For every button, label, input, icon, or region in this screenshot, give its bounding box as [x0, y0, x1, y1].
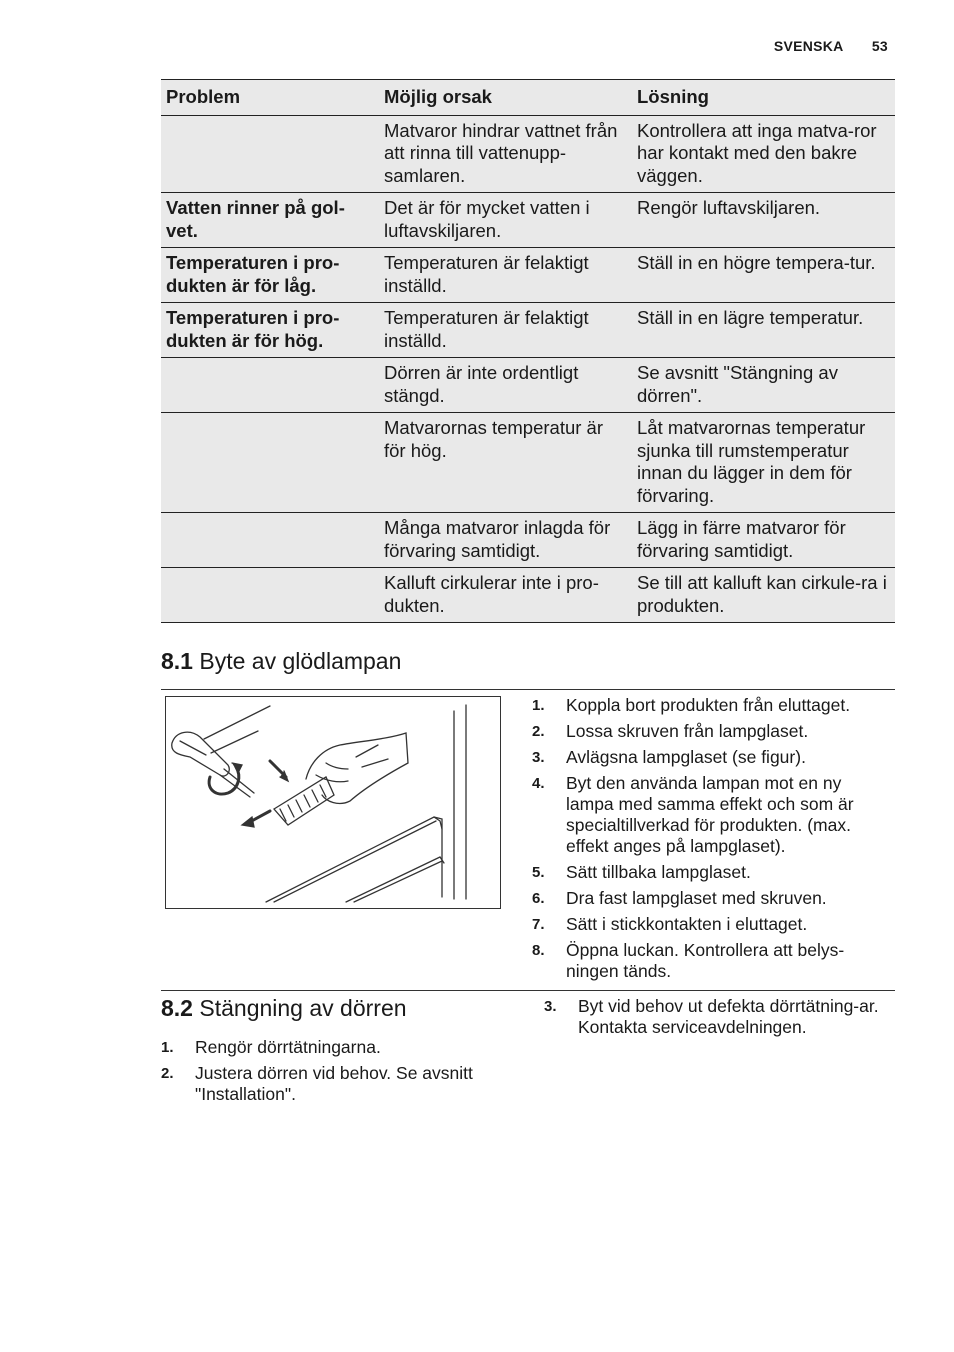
cell-problem — [161, 358, 379, 413]
cell-solution: Se till att kalluft kan cirkule-ra i produkten. — [632, 568, 895, 623]
table-row — [161, 303, 895, 358]
page-number: 53 — [871, 38, 888, 54]
cell-solution: Rengör luftavskiljaren. — [632, 193, 895, 248]
table-row — [161, 115, 895, 193]
section-number: 8.2 — [161, 995, 193, 1021]
door-steps-list-left — [161, 1037, 501, 1110]
list-item: 5. Sätt tillbaka lampglaset. — [532, 862, 751, 882]
column-header-solution: Lösning — [632, 80, 895, 116]
section-title-door — [161, 995, 407, 1022]
cell-cause: Kalluft cirkulerar inte i pro-dukten. — [379, 568, 632, 623]
page-header — [774, 38, 888, 54]
list-item: 2. Justera dörren vid behov. Se avsnitt "Installation". — [161, 1063, 473, 1104]
table-header-row — [161, 80, 895, 116]
section-heading: Byte av glödlampan — [199, 648, 402, 674]
cell-problem — [161, 413, 379, 513]
cell-problem: Temperaturen i pro-dukten är för hög. — [161, 303, 379, 358]
list-item: 4. Byt den använda lampan mot en ny lampa med samma effekt och som är specialtillverkad för produkten. (max. effekt anges på lampglaset). — [532, 773, 854, 856]
section-divider — [161, 689, 895, 690]
cell-cause: Temperaturen är felaktigt inställd. — [379, 248, 632, 303]
troubleshooting-table — [161, 79, 895, 623]
list-item: 1. Koppla bort produkten från eluttaget. — [532, 695, 851, 715]
cell-cause: Det är för mycket vatten i luftavskiljaren. — [379, 193, 632, 248]
table-row — [161, 413, 895, 513]
column-header-problem: Problem — [161, 80, 379, 116]
cell-solution: Ställ in en högre tempera-tur. — [632, 248, 895, 303]
cell-solution: Lägg in färre matvaror för förvaring samtidigt. — [632, 513, 895, 568]
cell-solution: Låt matvarornas temperatur sjunka till rumstemperatur innan du lägger in dem för förvaring. — [632, 413, 895, 513]
list-item: 8. Öppna luckan. Kontrollera att belys-ningen tänds. — [532, 940, 845, 981]
lamp-steps-list — [532, 695, 882, 987]
cell-solution: Ställ in en lägre temperatur. — [632, 303, 895, 358]
section-title-lamp — [161, 648, 401, 675]
cell-cause: Många matvaror inlagda för förvaring samtidigt. — [379, 513, 632, 568]
cell-solution: Se avsnitt "Stängning av dörren". — [632, 358, 895, 413]
lamp-replacement-drawing — [166, 697, 500, 908]
cell-cause: Matvaror hindrar vattnet från att rinna till vattenupp-samlaren. — [379, 115, 632, 193]
list-item: 7. Sätt i stickkontakten i eluttaget. — [532, 914, 808, 934]
cell-problem: Temperaturen i pro-dukten är för låg. — [161, 248, 379, 303]
list-item: 1. Rengör dörrtätningarna. — [161, 1037, 381, 1057]
table-row — [161, 358, 895, 413]
cell-problem: Vatten rinner på gol-vet. — [161, 193, 379, 248]
header-language: SVENSKA — [773, 38, 844, 54]
table-row — [161, 193, 895, 248]
lamp-replacement-illustration — [165, 696, 501, 909]
cell-cause: Dörren är inte ordentligt stängd. — [379, 358, 632, 413]
table-row — [161, 568, 895, 623]
door-steps-list-right — [544, 996, 889, 1043]
list-item: 6. Dra fast lampglaset med skruven. — [532, 888, 827, 908]
table-row — [161, 513, 895, 568]
list-item: 3. Byt vid behov ut defekta dörrtätning-ar. Kontakta serviceavdelningen. — [544, 996, 879, 1037]
cell-cause: Temperaturen är felaktigt inställd. — [379, 303, 632, 358]
section-heading: Stängning av dörren — [199, 995, 407, 1021]
cell-problem — [161, 568, 379, 623]
cell-problem — [161, 513, 379, 568]
list-item: 3. Avlägsna lampglaset (se figur). — [532, 747, 806, 767]
section-number: 8.1 — [161, 648, 193, 674]
table-row — [161, 248, 895, 303]
section-divider — [161, 990, 895, 991]
cell-cause: Matvarornas temperatur är för hög. — [379, 413, 632, 513]
cell-problem — [161, 115, 379, 193]
cell-solution: Kontrollera att inga matva-ror har kontakt med den bakre väggen. — [632, 115, 895, 193]
list-item: 2. Lossa skruven från lampglaset. — [532, 721, 809, 741]
column-header-cause: Möjlig orsak — [379, 80, 632, 116]
